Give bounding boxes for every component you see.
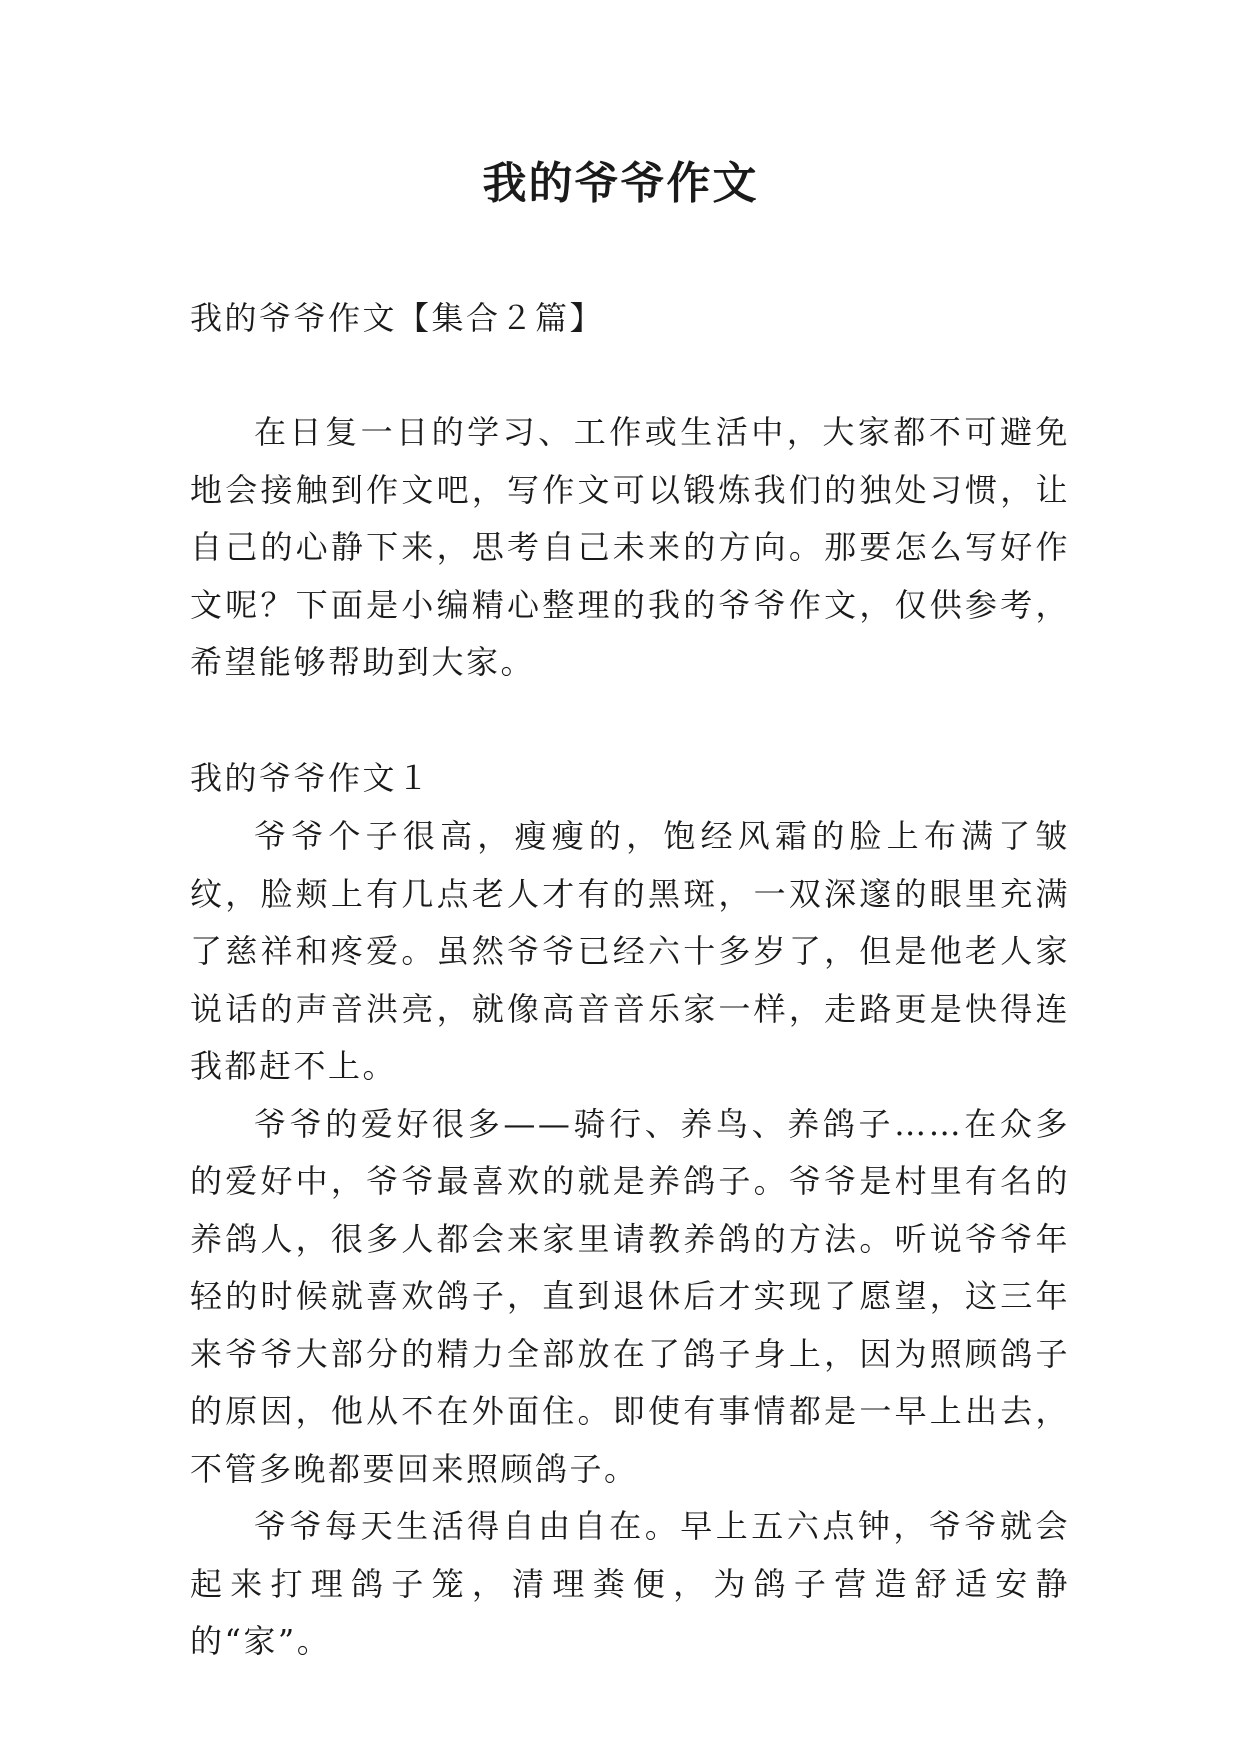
essay-heading-text: 我的爷爷作文１ [190, 759, 432, 797]
document-subtitle [190, 290, 1070, 348]
subtitle-text: 我的爷爷作文【集合２篇】 [190, 299, 605, 337]
intro-paragraph: 在日复一日的学习、工作或生活中，大家都不可避免地会接触到作文吧，写作文可以锻炼我们的独处习惯，让自己的心静下来，思考自己未来的方向。那要怎么写好作文呢？下面是小编精心整理的我的爷爷作文，仅供参考，希望能够帮助到大家。 [190, 413, 1070, 681]
body-paragraph-1: 爷爷个子很高，瘦瘦的，饱经风霜的脸上布满了皱纹，脸颊上有几点老人才有的黑斑，一双深邃的眼里充满了慈祥和疼爱。虽然爷爷已经六十多岁了，但是他老人家说话的声音洪亮，就像高音音乐家一样，走路更是快得连我都赶不上。 [190, 817, 1070, 1085]
body-paragraph-3: 爷爷每天生活得自由自在。早上五六点钟，爷爷就会起来打理鸽子笼，清理粪便，为鸽子营造舒适安静的“家”。 [190, 1507, 1070, 1660]
essay-body [190, 808, 1070, 1671]
body-paragraph-2: 爷爷的爱好很多——骑行、养鸟、养鸽子……在众多的爱好中，爷爷最喜欢的就是养鸽子。爷爷是村里有名的养鸽人，很多人都会来家里请教养鸽的方法。听说爷爷年轻的时候就喜欢鸽子，直到退休后才实现了愿望，这三年来爷爷大部分的精力全部放在了鸽子身上，因为照顾鸽子的原因，他从不在外面住。即使有事情都是一早上出去，不管多晚都要回来照顾鸽子。 [190, 1104, 1070, 1488]
document-title: 我的爷爷作文 [482, 158, 759, 209]
essay-heading [190, 750, 1070, 808]
intro-section [190, 404, 1070, 692]
